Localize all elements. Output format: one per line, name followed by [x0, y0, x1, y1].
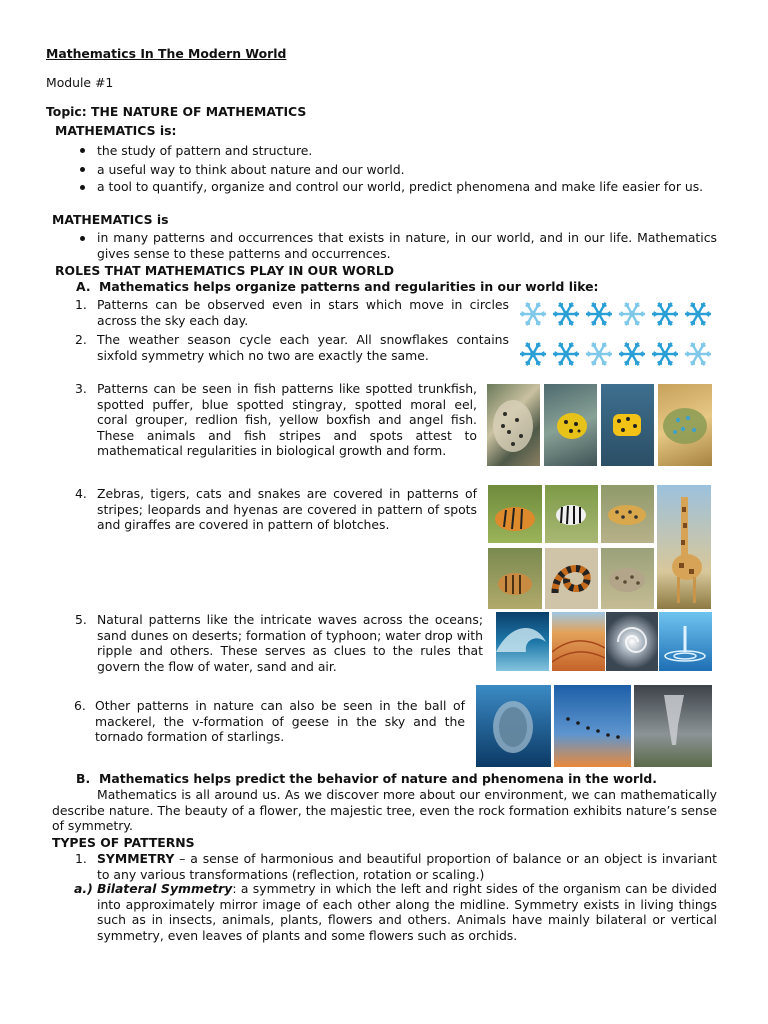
snowflake-icon [619, 343, 645, 366]
role-b-text: Mathematics helps predict the behavior of nature and phenomena in the world. [99, 771, 657, 786]
list-number: 5. [75, 612, 87, 627]
list-number: 3. [75, 381, 87, 396]
list-item-text: The weather season cycle each year. All snowflakes contains sixfold symmetry which no two are exactly the same. [97, 332, 509, 363]
snowflakes-svg [517, 298, 715, 370]
role-b-marker: B. [76, 771, 91, 786]
types-heading: TYPES OF PATTERNS [52, 835, 195, 850]
ocean-wave-photo [496, 612, 549, 671]
mackerel-ball-photo [476, 685, 551, 767]
snowflake-icon [520, 303, 546, 326]
symmetry-term: SYMMETRY [97, 851, 175, 866]
bilateral-text: : a symmetry in which the left and right sides of the organism can be divided into approximately mirror image of each other along the midline. Symmetry exists in living things such as in insects, animals, plants, flowers and others. Animals have mainly bilateral or vertical symmetry, even leaves of plants and some flowers such as orchids. [97, 881, 717, 943]
bilateral-marker: a.) [74, 881, 93, 896]
snowflake-icon [553, 303, 579, 326]
hyena-photo [601, 548, 654, 609]
list-number: 1. [75, 297, 87, 312]
topic-heading: Topic: THE NATURE OF MATHEMATICS [46, 104, 307, 119]
role-a-marker: A. [76, 279, 91, 294]
list-number: 2. [75, 332, 87, 347]
math-is-heading: MATHEMATICS is: [55, 123, 177, 138]
list-item-text: Zebras, tigers, cats and snakes are covered in patterns of stripes; leopards and hyenas are covered in pattern of spots and giraffes are covered in pattern of blotches. [97, 486, 477, 532]
tiger-photo [488, 485, 542, 543]
zebra-photo [545, 485, 598, 543]
snowflake-icon [520, 343, 546, 366]
math-is-bullet-2: in many patterns and occurrences that exists in nature, in our world, and in our life. Mathematics gives sense to these patterns and occurrences. [97, 230, 717, 261]
snowflakes-image [517, 298, 715, 370]
math-is-bullet: a tool to quantify, organize and control our world, predict phenomena and make life easier for us. [97, 179, 704, 194]
snowflake-icon [685, 343, 711, 366]
role-a-text: Mathematics helps organize patterns and regularities in our world like: [99, 279, 599, 294]
math-is-bullet: the study of pattern and structure. [97, 143, 313, 158]
list-item-text: Patterns can be observed even in stars which move in circles across the sky each day. [97, 297, 509, 328]
math-is-heading-2: MATHEMATICS is [52, 212, 169, 227]
typhoon-photo [606, 612, 658, 671]
bullet-dot [80, 236, 85, 241]
water-drop-photo [659, 612, 712, 671]
role-b-paragraph: Mathematics is all around us. As we discover more about our environment, we can mathematically describe nature. The beauty of a flower, the majestic tree, even the rock formation exhibits nature’s sense of symmetry. [52, 787, 717, 833]
snowflake-icon [586, 343, 612, 366]
list-item-text: Natural patterns like the intricate waves across the oceans; sand dunes on deserts; formation of typhoon; water drop with ripple and others. These serves as clues to the rules that govern the flow of water, sand and air. [97, 612, 483, 674]
list-number: 6. [74, 698, 86, 713]
leopard-photo [601, 485, 654, 543]
bullet-dot [80, 185, 85, 190]
bullet-dot [80, 148, 85, 153]
snowflake-icon [652, 343, 678, 366]
list-item-text: Other patterns in nature can also be seen in the ball of mackerel, the v-formation of geese in the sky and the tornado formation of starlings. [95, 698, 465, 744]
list-number: 4. [75, 486, 87, 501]
bullet-dot [80, 167, 85, 172]
symmetry-text: – a sense of harmonious and beautiful proportion of balance or an object is invariant to any various transformations (reflection, rotation or scaling.) [97, 851, 717, 882]
snowflake-icon [586, 303, 612, 326]
snowflake-icon [685, 303, 711, 326]
snowflake-icon [553, 343, 579, 366]
bilateral-definition [97, 881, 717, 943]
list-item-text: Patterns can be seen in fish patterns like spotted trunkfish, spotted puffer, blue spotted stingray, spotted moral eel, coral grouper, redlion fish, yellow boxfish and angel fish. These animals and fish stripes and spots attest to mathematical regularities in biological growth and form. [97, 381, 477, 458]
symmetry-definition [97, 851, 717, 882]
snake-photo [545, 548, 598, 609]
stingray-photo [658, 384, 712, 466]
geese-formation-photo [554, 685, 631, 767]
tornado-photo [634, 685, 712, 767]
module-label: Module #1 [46, 75, 114, 90]
document-title: Mathematics In The Modern World [46, 46, 287, 61]
spotted-puffer-photo [544, 384, 597, 466]
snowflake-icon [619, 303, 645, 326]
list-number: 1. [75, 851, 87, 866]
spotted-trunkfish-photo [487, 384, 540, 466]
snowflake-icon [652, 303, 678, 326]
sand-dunes-photo [552, 612, 605, 671]
giraffe-photo [657, 485, 711, 609]
roles-heading: ROLES THAT MATHEMATICS PLAY IN OUR WORLD [55, 263, 395, 278]
cat-photo [488, 548, 542, 609]
yellow-boxfish-photo [601, 384, 654, 466]
math-is-bullet: a useful way to think about nature and our world. [97, 162, 405, 177]
bilateral-term: Bilateral Symmetry [97, 881, 233, 896]
